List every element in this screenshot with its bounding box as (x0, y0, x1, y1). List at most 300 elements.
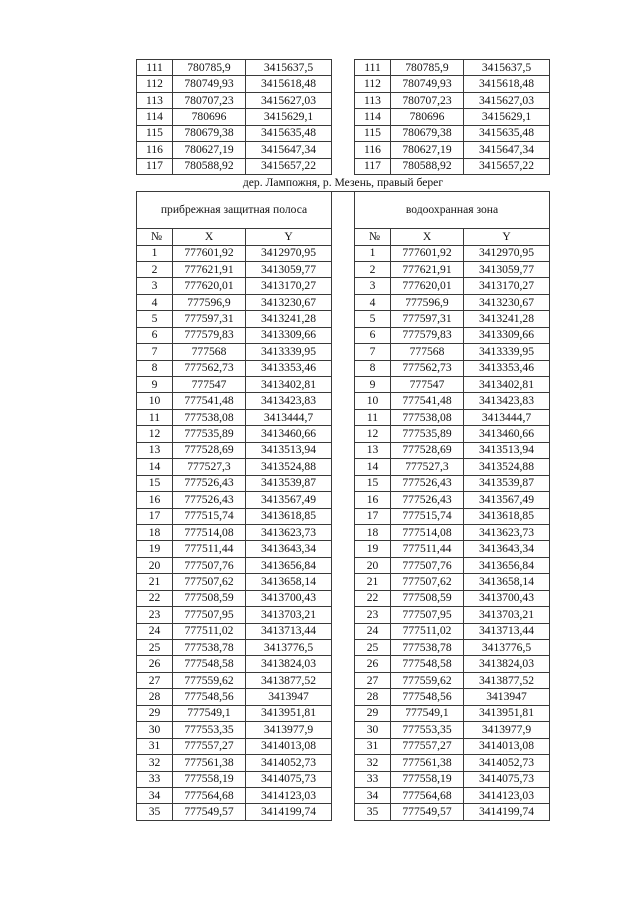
point-number-cell: 28 (355, 689, 391, 705)
column-gap (332, 492, 355, 508)
point-number-cell: 20 (137, 557, 173, 573)
y-coordinate-cell: 3415637,5 (464, 60, 550, 76)
y-coordinate-cell: 3413703,21 (246, 607, 332, 623)
y-coordinate-cell: 3413170,27 (246, 278, 332, 294)
column-gap (332, 409, 355, 425)
x-coordinate-cell: 780627,19 (173, 142, 246, 158)
column-gap (332, 109, 355, 125)
x-coordinate-cell: 777559,62 (173, 672, 246, 688)
point-number-cell: 14 (137, 459, 173, 475)
column-gap (332, 92, 355, 108)
x-coordinate-cell: 777579,83 (173, 327, 246, 343)
y-coordinate-cell: 3413241,28 (246, 311, 332, 327)
y-coordinate-cell: 3413513,94 (464, 442, 550, 458)
y-coordinate-cell: 3413059,77 (464, 261, 550, 277)
table-row (137, 377, 550, 393)
y-coordinate-cell: 3414199,74 (464, 804, 550, 820)
x-coordinate-cell: 777515,74 (173, 508, 246, 524)
column-gap (332, 722, 355, 738)
point-number-cell: 12 (137, 426, 173, 442)
x-coordinate-cell: 777549,57 (391, 804, 464, 820)
table-row (137, 92, 550, 108)
y-coordinate-cell: 3413402,81 (464, 377, 550, 393)
y-coordinate-cell: 3413951,81 (246, 705, 332, 721)
x-coordinate-cell: 777507,62 (391, 574, 464, 590)
x-coordinate-cell: 777562,73 (391, 360, 464, 376)
x-coordinate-cell: 777511,44 (391, 541, 464, 557)
x-coordinate-cell: 777564,68 (173, 787, 246, 803)
y-coordinate-cell: 3413700,43 (464, 590, 550, 606)
x-coordinate-cell: 777547 (391, 377, 464, 393)
column-gap (332, 771, 355, 787)
point-number-cell: 116 (355, 142, 391, 158)
x-coordinate-cell: 777538,78 (391, 640, 464, 656)
x-coordinate-cell: 777527,3 (391, 459, 464, 475)
x-coordinate-cell: 777526,43 (391, 475, 464, 491)
x-coordinate-cell: 777507,76 (173, 557, 246, 573)
table-row (137, 557, 550, 573)
x-coordinate-cell: 777597,31 (391, 311, 464, 327)
table-row (137, 426, 550, 442)
x-coordinate-cell: 777538,08 (391, 409, 464, 425)
y-coordinate-cell: 3413824,03 (246, 656, 332, 672)
point-number-cell: 32 (355, 755, 391, 771)
point-number-cell: 34 (355, 787, 391, 803)
column-gap (332, 541, 355, 557)
column-gap (332, 377, 355, 393)
y-coordinate-cell: 3413230,67 (246, 294, 332, 310)
point-number-cell: 25 (355, 640, 391, 656)
point-number-cell: 2 (137, 261, 173, 277)
y-coordinate-cell: 3413658,14 (464, 574, 550, 590)
y-coordinate-cell: 3412970,95 (464, 245, 550, 261)
point-number-cell: 112 (137, 76, 173, 92)
x-coordinate-cell: 777549,1 (173, 705, 246, 721)
column-gap (332, 192, 355, 229)
y-coordinate-cell: 3415618,48 (246, 76, 332, 92)
table-row (137, 142, 550, 158)
table-row (137, 311, 550, 327)
point-number-cell: 15 (355, 475, 391, 491)
x-coordinate-cell: 777559,62 (391, 672, 464, 688)
point-number-cell: 4 (355, 294, 391, 310)
y-coordinate-cell: 3413700,43 (246, 590, 332, 606)
table-row (137, 656, 550, 672)
x-coordinate-cell: 777535,89 (173, 426, 246, 442)
x-coordinate-cell: 777511,44 (173, 541, 246, 557)
y-coordinate-cell: 3413402,81 (246, 377, 332, 393)
x-coordinate-cell: 777507,95 (391, 607, 464, 623)
table-row (137, 574, 550, 590)
point-number-cell: 115 (355, 125, 391, 141)
column-gap (332, 787, 355, 803)
x-coordinate-cell: 777562,73 (173, 360, 246, 376)
table-row (137, 125, 550, 141)
x-coordinate-cell: 777507,62 (173, 574, 246, 590)
point-number-cell: 8 (355, 360, 391, 376)
table-row (137, 705, 550, 721)
table-row (137, 475, 550, 491)
point-number-cell: 10 (137, 393, 173, 409)
x-coordinate-cell: 777526,43 (173, 492, 246, 508)
coordinates-table (136, 59, 550, 821)
y-coordinate-cell: 3414013,08 (464, 738, 550, 754)
column-gap (332, 738, 355, 754)
column-gap (332, 689, 355, 705)
table-row (137, 60, 550, 76)
x-coordinate-cell: 777535,89 (391, 426, 464, 442)
table-row (137, 109, 550, 125)
table-row (137, 245, 550, 261)
x-coordinate-cell: 777511,02 (391, 623, 464, 639)
column-gap (332, 229, 355, 245)
y-coordinate-cell: 3414075,73 (246, 771, 332, 787)
point-number-cell: 10 (355, 393, 391, 409)
table-row (137, 294, 550, 310)
column-gap (332, 245, 355, 261)
x-coordinate-cell: 777564,68 (391, 787, 464, 803)
point-number-cell: 5 (137, 311, 173, 327)
x-coordinate-cell: 780707,23 (173, 92, 246, 108)
point-number-cell: 34 (137, 787, 173, 803)
y-column-header: Y (464, 229, 550, 245)
point-number-cell: 31 (355, 738, 391, 754)
x-coordinate-cell: 777541,48 (391, 393, 464, 409)
point-number-cell: 16 (137, 492, 173, 508)
y-coordinate-cell: 3413170,27 (464, 278, 550, 294)
x-coordinate-cell: 777541,48 (173, 393, 246, 409)
y-coordinate-cell: 3413623,73 (246, 524, 332, 540)
point-number-cell: 27 (355, 672, 391, 688)
point-number-cell: 23 (355, 607, 391, 623)
point-number-cell: 32 (137, 755, 173, 771)
table-row (137, 804, 550, 820)
x-coordinate-cell: 777621,91 (391, 261, 464, 277)
point-number-cell: 24 (355, 623, 391, 639)
x-coordinate-cell: 777507,76 (391, 557, 464, 573)
table-row (137, 409, 550, 425)
point-number-cell: 14 (355, 459, 391, 475)
point-number-cell: 7 (355, 344, 391, 360)
point-number-cell: 113 (137, 92, 173, 108)
point-number-cell: 21 (355, 574, 391, 590)
y-coordinate-cell: 3415657,22 (464, 158, 550, 174)
point-number-cell: 30 (355, 722, 391, 738)
y-coordinate-cell: 3415618,48 (464, 76, 550, 92)
x-coordinate-cell: 780749,93 (173, 76, 246, 92)
table-row (137, 261, 550, 277)
point-number-cell: 31 (137, 738, 173, 754)
table-row (137, 771, 550, 787)
table-row (137, 508, 550, 524)
y-coordinate-cell: 3414123,03 (464, 787, 550, 803)
point-number-cell: 27 (137, 672, 173, 688)
x-coordinate-cell: 777515,74 (391, 508, 464, 524)
point-number-cell: 7 (137, 344, 173, 360)
x-coordinate-cell: 780588,92 (173, 158, 246, 174)
x-coordinate-cell: 780785,9 (173, 60, 246, 76)
x-coordinate-cell: 780696 (391, 109, 464, 125)
point-number-cell: 22 (137, 590, 173, 606)
y-coordinate-cell: 3413539,87 (464, 475, 550, 491)
y-coordinate-cell: 3413339,95 (464, 344, 550, 360)
y-column-header: Y (246, 229, 332, 245)
y-coordinate-cell: 3413353,46 (464, 360, 550, 376)
x-coordinate-cell: 777621,91 (173, 261, 246, 277)
y-coordinate-cell: 3413776,5 (246, 640, 332, 656)
column-gap (332, 344, 355, 360)
x-coordinate-cell: 780627,19 (391, 142, 464, 158)
column-gap (332, 360, 355, 376)
table-row (137, 722, 550, 738)
point-number-cell: 26 (355, 656, 391, 672)
y-coordinate-cell: 3413656,84 (246, 557, 332, 573)
x-coordinate-cell: 780696 (173, 109, 246, 125)
x-coordinate-cell: 777508,59 (173, 590, 246, 606)
table-row (137, 672, 550, 688)
y-coordinate-cell: 3413339,95 (246, 344, 332, 360)
x-coordinate-cell: 777557,27 (173, 738, 246, 754)
table-row (137, 738, 550, 754)
x-coordinate-cell: 777528,69 (391, 442, 464, 458)
table-row (137, 689, 550, 705)
point-number-cell: 9 (355, 377, 391, 393)
x-coordinate-cell: 777579,83 (391, 327, 464, 343)
y-coordinate-cell: 3414199,74 (246, 804, 332, 820)
x-column-header: X (173, 229, 246, 245)
point-number-cell: 12 (355, 426, 391, 442)
table-row (137, 327, 550, 343)
y-coordinate-cell: 3413877,52 (464, 672, 550, 688)
y-coordinate-cell: 3413951,81 (464, 705, 550, 721)
point-number-cell: 29 (137, 705, 173, 721)
y-coordinate-cell: 3413643,34 (464, 541, 550, 557)
point-number-cell: 2 (355, 261, 391, 277)
point-number-cell: 24 (137, 623, 173, 639)
section-caption: дер. Лампожня, р. Мезень, правый берег (242, 176, 444, 190)
point-number-cell: 20 (355, 557, 391, 573)
y-coordinate-cell: 3413460,66 (464, 426, 550, 442)
table-row (137, 442, 550, 458)
x-coordinate-cell: 777538,08 (173, 409, 246, 425)
x-coordinate-cell: 777511,02 (173, 623, 246, 639)
x-column-header: X (391, 229, 464, 245)
table-row (137, 541, 550, 557)
y-coordinate-cell: 3413241,28 (464, 311, 550, 327)
y-coordinate-cell: 3413824,03 (464, 656, 550, 672)
x-coordinate-cell: 777557,27 (391, 738, 464, 754)
point-number-cell: 26 (137, 656, 173, 672)
column-gap (332, 640, 355, 656)
column-gap (332, 755, 355, 771)
table-row (137, 787, 550, 803)
column-gap (332, 294, 355, 310)
y-coordinate-cell: 3415647,34 (464, 142, 550, 158)
y-coordinate-cell: 3413309,66 (464, 327, 550, 343)
y-coordinate-cell: 3413618,85 (464, 508, 550, 524)
y-coordinate-cell: 3413776,5 (464, 640, 550, 656)
column-gap (332, 125, 355, 141)
table-row (137, 158, 550, 174)
y-coordinate-cell: 3413658,14 (246, 574, 332, 590)
point-number-cell: 11 (137, 409, 173, 425)
y-coordinate-cell: 3413656,84 (464, 557, 550, 573)
x-coordinate-cell: 777527,3 (173, 459, 246, 475)
column-gap (332, 158, 355, 174)
y-coordinate-cell: 3413713,44 (464, 623, 550, 639)
x-coordinate-cell: 777596,9 (391, 294, 464, 310)
x-coordinate-cell: 777558,19 (173, 771, 246, 787)
column-gap (332, 311, 355, 327)
y-coordinate-cell: 3413444,7 (464, 409, 550, 425)
y-coordinate-cell: 3413423,83 (464, 393, 550, 409)
point-number-cell: 9 (137, 377, 173, 393)
point-number-cell: 25 (137, 640, 173, 656)
x-coordinate-cell: 777548,58 (391, 656, 464, 672)
x-coordinate-cell: 777597,31 (173, 311, 246, 327)
column-gap (332, 142, 355, 158)
point-number-cell: 33 (355, 771, 391, 787)
table-row (137, 755, 550, 771)
table-row (137, 344, 550, 360)
x-coordinate-cell: 777601,92 (391, 245, 464, 261)
point-number-cell: 6 (355, 327, 391, 343)
section-caption-row (137, 175, 550, 192)
point-number-cell: 6 (137, 327, 173, 343)
point-number-cell: 19 (355, 541, 391, 557)
point-number-cell: 3 (137, 278, 173, 294)
y-coordinate-cell: 3414075,73 (464, 771, 550, 787)
point-number-cell: 13 (137, 442, 173, 458)
table-row (137, 393, 550, 409)
point-number-cell: 111 (137, 60, 173, 76)
table-row (137, 76, 550, 92)
x-coordinate-cell: 777528,69 (173, 442, 246, 458)
table-row (137, 607, 550, 623)
x-coordinate-cell: 780707,23 (391, 92, 464, 108)
zone-title-row (137, 192, 550, 229)
y-coordinate-cell: 3415635,48 (464, 125, 550, 141)
y-coordinate-cell: 3414052,73 (464, 755, 550, 771)
point-number-cell: 5 (355, 311, 391, 327)
y-coordinate-cell: 3413513,94 (246, 442, 332, 458)
y-coordinate-cell: 3413977,9 (464, 722, 550, 738)
x-coordinate-cell: 777548,58 (173, 656, 246, 672)
x-coordinate-cell: 777507,95 (173, 607, 246, 623)
x-coordinate-cell: 777553,35 (173, 722, 246, 738)
y-coordinate-cell: 3413460,66 (246, 426, 332, 442)
x-coordinate-cell: 780588,92 (391, 158, 464, 174)
y-coordinate-cell: 3415635,48 (246, 125, 332, 141)
y-coordinate-cell: 3413643,34 (246, 541, 332, 557)
point-number-cell: 18 (137, 524, 173, 540)
y-coordinate-cell: 3413539,87 (246, 475, 332, 491)
x-coordinate-cell: 777601,92 (173, 245, 246, 261)
column-gap (332, 574, 355, 590)
x-coordinate-cell: 777596,9 (173, 294, 246, 310)
y-coordinate-cell: 3413230,67 (464, 294, 550, 310)
point-number-cell: 29 (355, 705, 391, 721)
y-coordinate-cell: 3413947 (246, 689, 332, 705)
point-number-cell: 114 (137, 109, 173, 125)
y-coordinate-cell: 3413977,9 (246, 722, 332, 738)
column-gap (332, 557, 355, 573)
point-number-cell: 116 (137, 142, 173, 158)
table-row (137, 360, 550, 376)
table-row (137, 524, 550, 540)
y-coordinate-cell: 3413713,44 (246, 623, 332, 639)
y-coordinate-cell: 3413618,85 (246, 508, 332, 524)
table-row (137, 640, 550, 656)
y-coordinate-cell: 3413524,88 (246, 459, 332, 475)
left-zone-title: прибрежная защитная полоса (137, 192, 332, 229)
point-number-cell: 11 (355, 409, 391, 425)
y-coordinate-cell: 3413623,73 (464, 524, 550, 540)
column-gap (332, 656, 355, 672)
y-coordinate-cell: 3413947 (464, 689, 550, 705)
column-gap (332, 475, 355, 491)
y-coordinate-cell: 3413567,49 (464, 492, 550, 508)
point-number-cell: 1 (137, 245, 173, 261)
point-number-cell: 111 (355, 60, 391, 76)
point-number-cell: 117 (137, 158, 173, 174)
x-coordinate-cell: 777549,57 (173, 804, 246, 820)
point-number-cell: 3 (355, 278, 391, 294)
y-coordinate-cell: 3414123,03 (246, 787, 332, 803)
column-gap (332, 426, 355, 442)
x-coordinate-cell: 777568 (173, 344, 246, 360)
x-coordinate-cell: 777548,56 (391, 689, 464, 705)
y-coordinate-cell: 3413309,66 (246, 327, 332, 343)
column-gap (332, 607, 355, 623)
number-column-header: № (355, 229, 391, 245)
number-column-header: № (137, 229, 173, 245)
column-gap (332, 278, 355, 294)
x-coordinate-cell: 777514,08 (391, 524, 464, 540)
x-coordinate-cell: 777526,43 (391, 492, 464, 508)
column-gap (332, 60, 355, 76)
column-gap (332, 393, 355, 409)
y-coordinate-cell: 3415629,1 (464, 109, 550, 125)
point-number-cell: 35 (355, 804, 391, 820)
point-number-cell: 113 (355, 92, 391, 108)
y-coordinate-cell: 3413353,46 (246, 360, 332, 376)
x-coordinate-cell: 777538,78 (173, 640, 246, 656)
y-coordinate-cell: 3415637,5 (246, 60, 332, 76)
y-coordinate-cell: 3413423,83 (246, 393, 332, 409)
x-coordinate-cell: 780749,93 (391, 76, 464, 92)
table-row (137, 590, 550, 606)
y-coordinate-cell: 3415627,03 (464, 92, 550, 108)
x-coordinate-cell: 777620,01 (391, 278, 464, 294)
column-gap (332, 524, 355, 540)
column-gap (332, 327, 355, 343)
point-number-cell: 17 (355, 508, 391, 524)
y-coordinate-cell: 3415647,34 (246, 142, 332, 158)
column-gap (332, 623, 355, 639)
point-number-cell: 13 (355, 442, 391, 458)
point-number-cell: 1 (355, 245, 391, 261)
column-header-row (137, 229, 550, 245)
column-gap (332, 261, 355, 277)
y-coordinate-cell: 3415629,1 (246, 109, 332, 125)
point-number-cell: 117 (355, 158, 391, 174)
point-number-cell: 115 (137, 125, 173, 141)
x-coordinate-cell: 777508,59 (391, 590, 464, 606)
y-coordinate-cell: 3414052,73 (246, 755, 332, 771)
table-row (137, 459, 550, 475)
y-coordinate-cell: 3414013,08 (246, 738, 332, 754)
